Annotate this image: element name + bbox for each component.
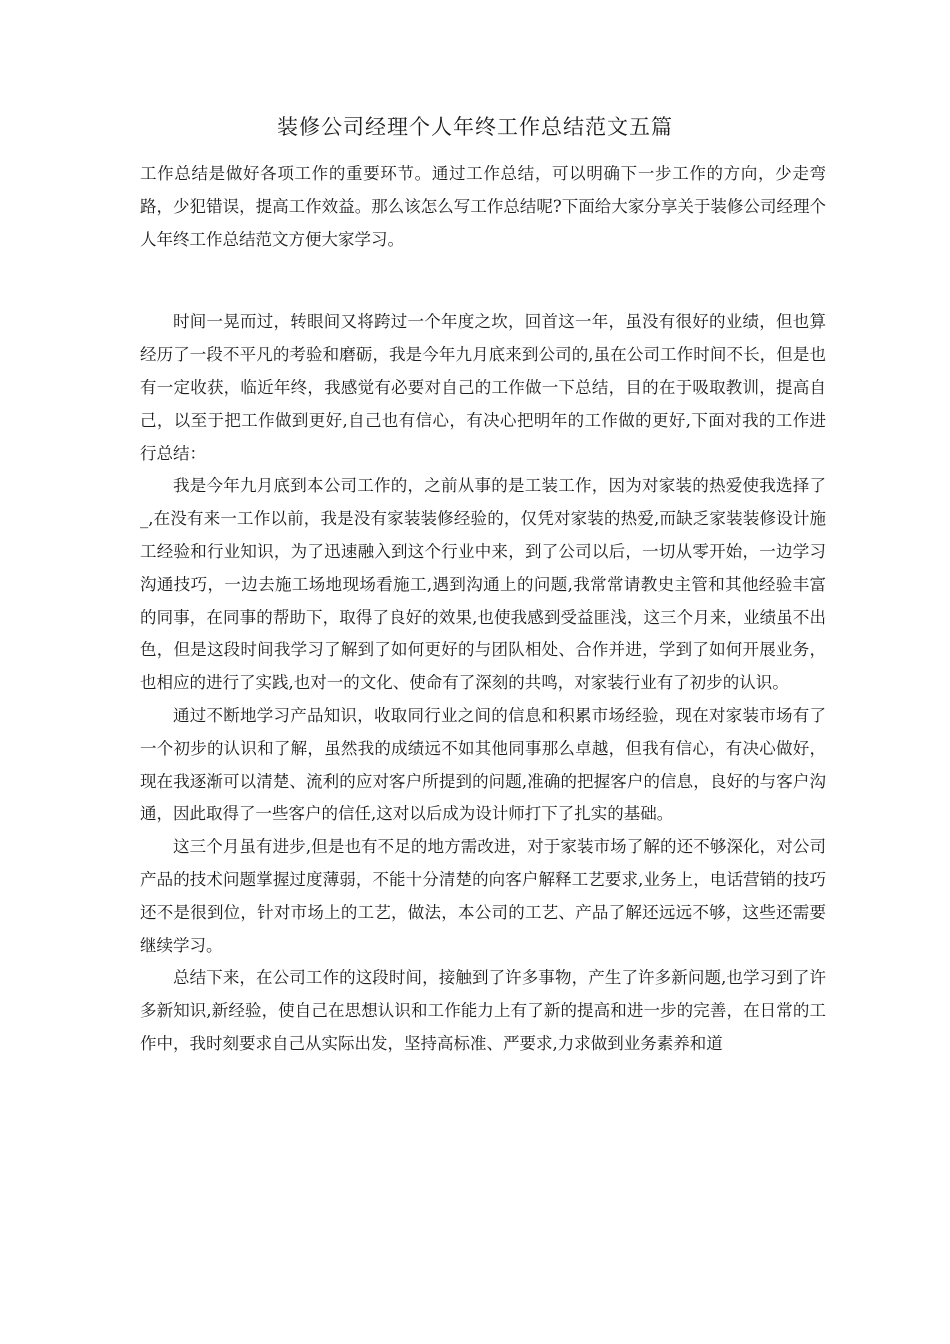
- document-title: 装修公司经理个人年终工作总结范文五篇: [277, 115, 673, 139]
- body-paragraph-2: 我是今年九月底到本公司工作的，之前从事的是工装工作，因为对家装的热爱使我选择了 _,在没有来一工作以前，我是没有家装装修经验的，仅凭对家装的热爱,而缺乏家装装修设计施工经验和行业知识，为了迅速融入到这个行业中来，到了公司以后，一切从零开始，一边学习沟通技巧，一边去施工场地现场看施工,遇到沟通上的问题,我常常请教史主管和其他经验丰富的同事，在同事的帮助下，取得了良好的效果,也使我感到受益匪浅，这三个月来，业绩虽不出色，但是这段时间我学习了解到了如何更好的与团队相处、合作并进，学到了如何开展业务，也相应的进行了实践,也对一的文化、使命有了深刻的共鸣，对家装行业有了初步的认识。: [140, 476, 826, 693]
- body-paragraph-5: 总结下来，在公司工作的这段时间，接触到了许多事物，产生了许多新问题,也学习到了许多新知识,新经验，使自己在思想认识和工作能力上有了新的提高和进一步的完善，在日常的工作中，我时刻要求自己从实际出发，坚持高标准、严要求,力求做到业务素养和道: [140, 968, 826, 1053]
- body-paragraph-3: 通过不断地学习产品知识，收取同行业之间的信息和积累市场经验，现在对家装市场有了一个初步的认识和了解，虽然我的成绩远不如其他同事那么卓越，但我有信心，有决心做好，现在我逐渐可以清楚、流利的应对客户所提到的问题,准确的把握客户的信息，良好的与客户沟通，因此取得了一些客户的信任,这对以后成为设计师打下了扎实的基础。: [140, 705, 826, 824]
- body-paragraph-4: 这三个月虽有进步,但是也有不足的地方需改进，对于家装市场了解的还不够深化，对公司产品的技术问题掌握过度薄弱，不能十分清楚的向客户解释工艺要求,业务上，电话营销的技巧还不是很到位，针对市场上的工艺，做法，本公司的工艺、产品了解还远远不够，这些还需要继续学习。: [140, 837, 826, 955]
- body-paragraph-1: 时间一晃而过，转眼间又将跨过一个年度之坎，回首这一年，虽没有很好的业绩，但也算经历了一段不平凡的考验和磨砺，我是今年九月底来到公司的,虽在公司工作时间不长，但是也有一定收获，临近年终，我感觉有必要对自己的工作做一下总结，目的在于吸取教训，提高自己，以至于把工作做到更好,自己也有信心，有决心把明年的工作做的更好,下面对我的工作进行总结：: [140, 312, 826, 463]
- paragraph-spacer: [140, 256, 826, 306]
- document-body: [140, 158, 826, 1061]
- intro-paragraph: 工作总结是做好各项工作的重要环节。通过工作总结，可以明确下一步工作的方向，少走弯路，少犯错误，提高工作效益。那么该怎么写工作总结呢?下面给大家分享关于装修公司经理个人年终工作总结范文方便大家学习。: [140, 164, 826, 249]
